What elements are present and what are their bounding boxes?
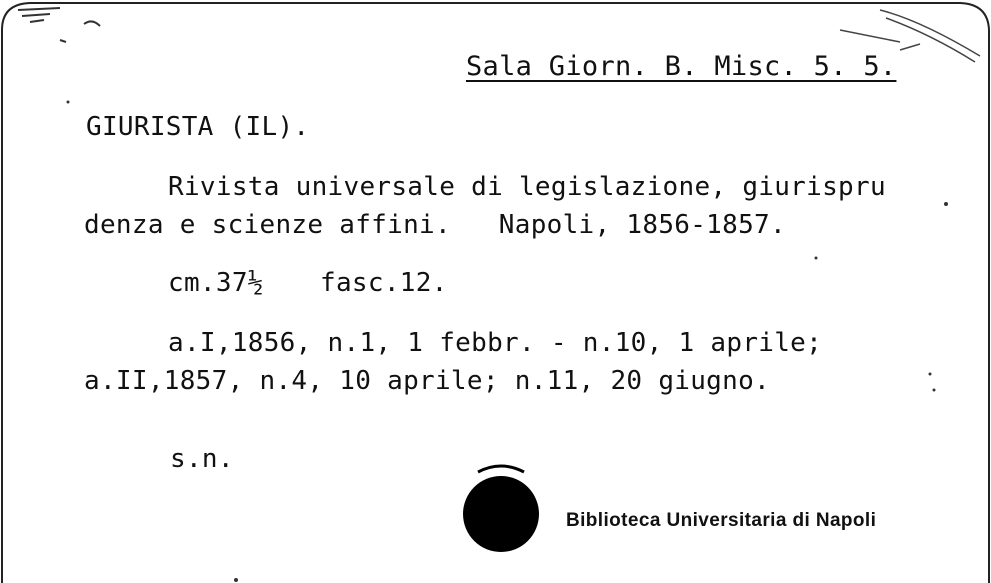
description-line-2: denza e scienze affini. Napoli, 1856-1857.: [84, 210, 786, 240]
fascicles-field: fasc.12.: [320, 268, 448, 298]
holdings-line-1: a.I,1856, n.1, 1 febbr. - n.10, 1 aprile;: [168, 328, 823, 358]
library-name: Biblioteca Universitaria di Napoli: [566, 510, 877, 531]
description-line-1: Rivista universale di legislazione, giurispru: [168, 172, 886, 202]
size-field: cm.37½: [168, 268, 264, 298]
holdings-line-2: a.II,1857, n.4, 10 aprile; n.11, 20 giugno.: [84, 366, 770, 396]
library-seal-icon: [460, 462, 542, 554]
note-field: s.n.: [170, 444, 234, 474]
title-heading: GIURISTA (IL).: [86, 112, 310, 142]
shelfmark: Sala Giorn. B. Misc. 5. 5.: [466, 51, 897, 82]
